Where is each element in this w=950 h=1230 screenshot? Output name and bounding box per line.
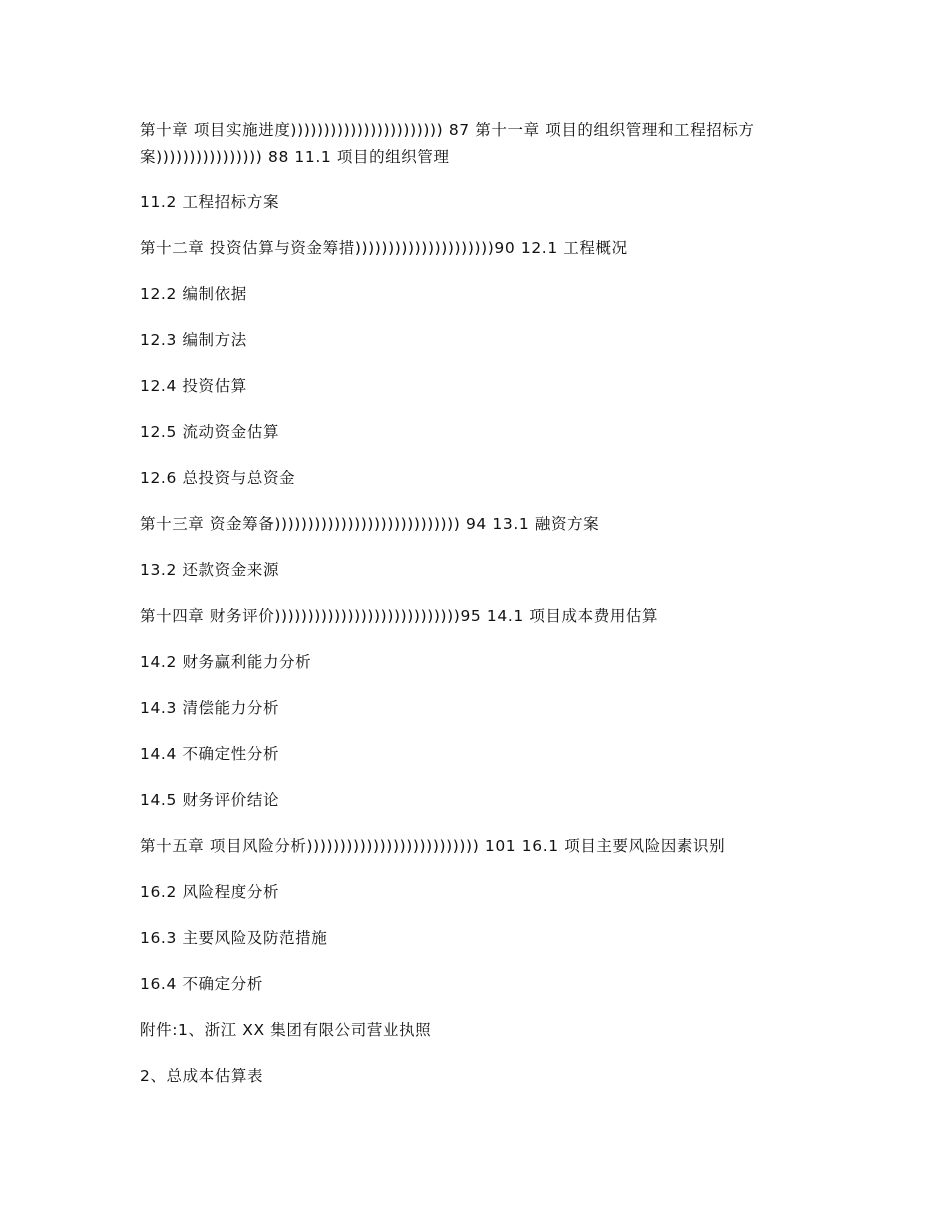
toc-line-14-3: 14.3 清偿能力分析 — [140, 699, 280, 717]
toc-line-chapter-12: 第十二章 投资估算与资金筹措)))))))))))))))))))))90 12.1 工程概况 — [140, 239, 628, 257]
toc-line-14-2: 14.2 财务赢利能力分析 — [140, 653, 312, 671]
toc-line-12-2: 12.2 编制依据 — [140, 285, 247, 303]
toc-line-attachment-1: 附件:1、浙江 XX 集团有限公司营业执照 — [140, 1021, 432, 1039]
toc-line-13-2: 13.2 还款资金来源 — [140, 561, 280, 579]
toc-line-12-4: 12.4 投资估算 — [140, 377, 247, 395]
toc-line-14-4: 14.4 不确定性分析 — [140, 745, 280, 763]
toc-line-16-3: 16.3 主要风险及防范措施 — [140, 929, 328, 947]
toc-line-12-5: 12.5 流动资金估算 — [140, 423, 280, 441]
toc-line-11-2: 11.2 工程招标方案 — [140, 193, 280, 211]
toc-line-attachment-2: 2、总成本估算表 — [140, 1067, 264, 1085]
toc-line-16-4: 16.4 不确定分析 — [140, 975, 263, 993]
toc-line-16-2: 16.2 风险程度分析 — [140, 883, 280, 901]
toc-line-chapter-15: 第十五章 项目风险分析)))))))))))))))))))))))))) 101 16.1 项目主要风险因素识别 — [140, 837, 726, 855]
toc-line-14-5: 14.5 财务评价结论 — [140, 791, 280, 809]
toc-line-12-6: 12.6 总投资与总资金 — [140, 469, 296, 487]
toc-line-12-3: 12.3 编制方法 — [140, 331, 247, 349]
toc-line-chapter-13: 第十三章 资金筹备)))))))))))))))))))))))))))) 94 13.1 融资方案 — [140, 515, 600, 533]
toc-line-chapter-14: 第十四章 财务评价))))))))))))))))))))))))))))95 14.1 项目成本费用估算 — [140, 607, 659, 625]
table-of-contents — [140, 117, 810, 1109]
toc-line-chapter-10: 第十章 项目实施进度))))))))))))))))))))))) 87 第十一章 项目的组织管理和工程招标方案)))))))))))))))) 88 11.1 项目的组织管理 — [140, 121, 755, 166]
